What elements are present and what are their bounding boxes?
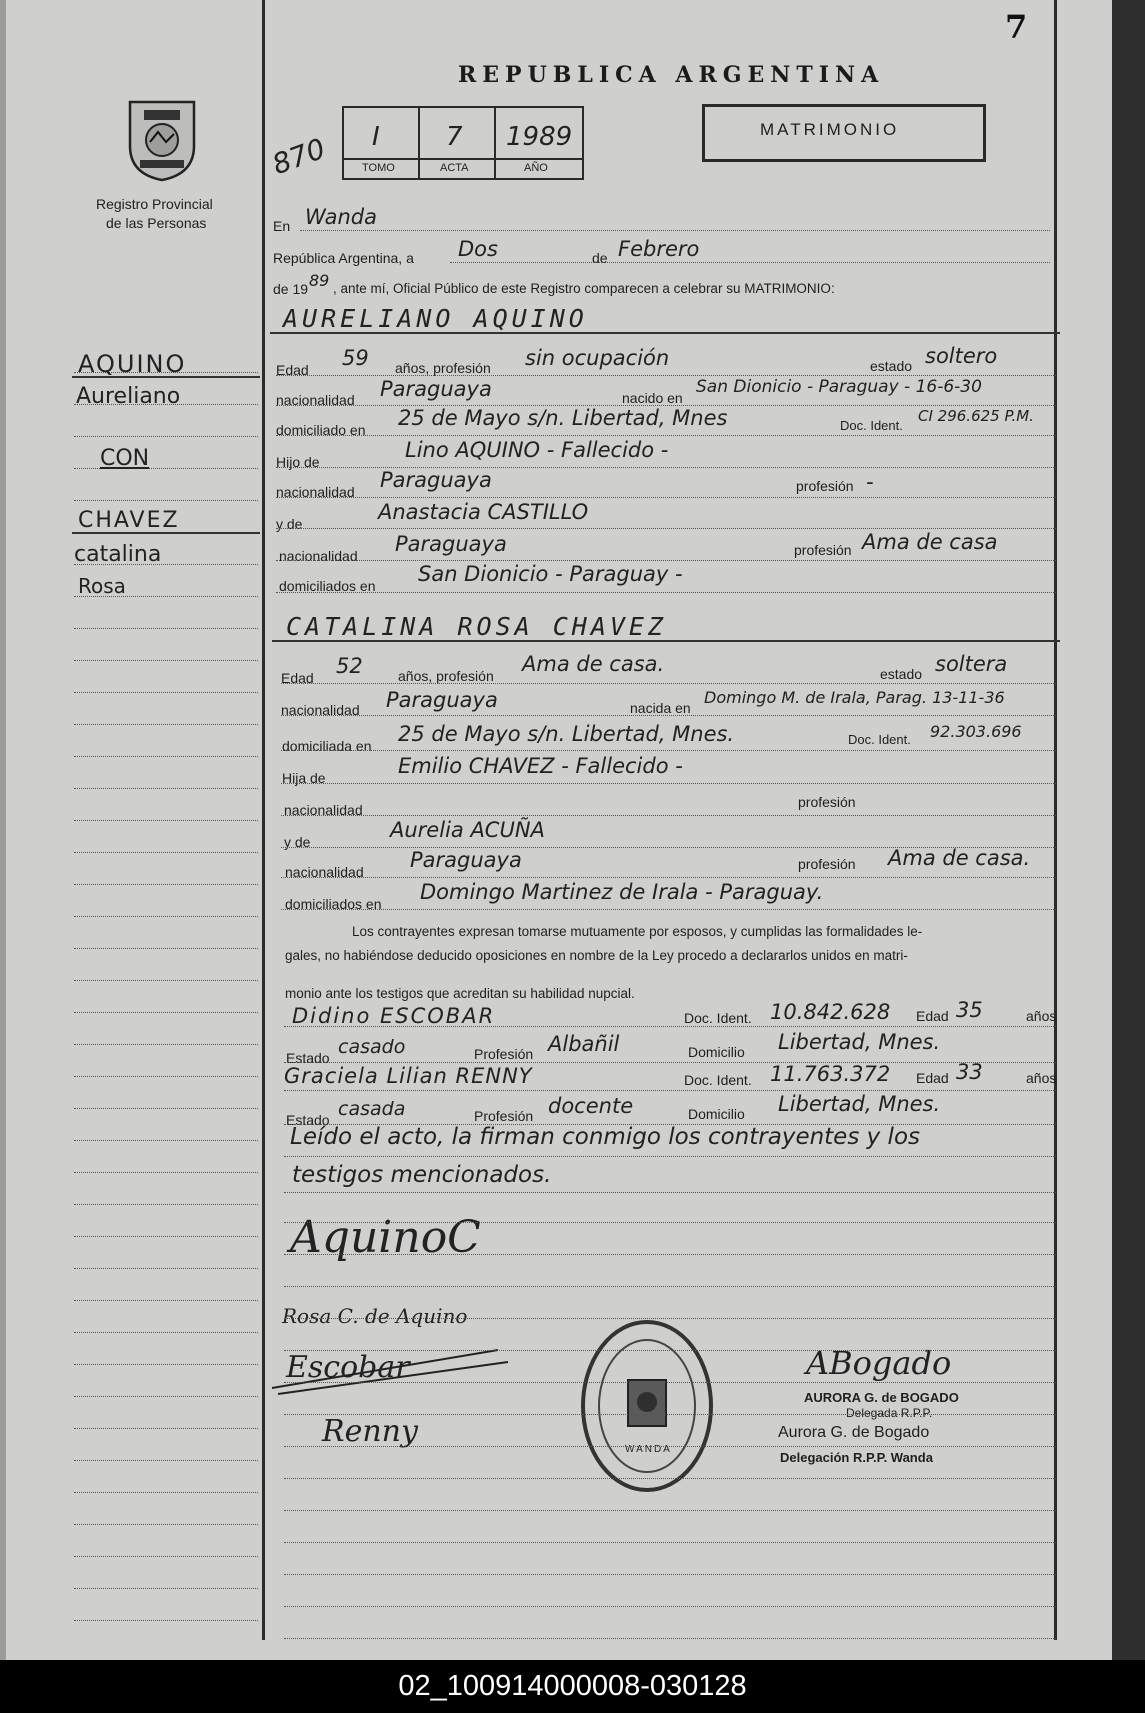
bride-signature: Rosa C. de Aquino — [282, 1304, 468, 1328]
witness2-estado-label: Estado — [286, 1112, 330, 1128]
registry-name-line2: de las Personas — [106, 215, 207, 231]
bride-edad: 52 — [336, 654, 363, 678]
rule — [281, 683, 1056, 684]
bride-nacida-label: nacida en — [630, 700, 691, 716]
sidebar-conjunction: CON — [100, 446, 150, 471]
margin-rule — [74, 1556, 258, 1557]
bride-madre: Aurelia ACUÑA — [390, 818, 545, 842]
en-label: En — [273, 218, 291, 234]
groom-doms-label: domiciliados en — [279, 578, 376, 594]
bride-doc-label: Doc. Ident. — [848, 732, 911, 747]
groom-prof3-label: profesión — [794, 542, 852, 558]
tomo-label: TOMO — [362, 162, 395, 174]
rule — [272, 640, 1060, 642]
official-stamp-line1: AURORA G. de BOGADO — [804, 1390, 959, 1405]
bride-prof2-label: profesión — [798, 794, 856, 810]
margin-rule — [74, 1524, 258, 1525]
margin-rule — [74, 1204, 258, 1205]
margin-rule — [74, 788, 258, 789]
ref-divider-h — [342, 158, 582, 160]
groom-nac-label: nacionalidad — [276, 392, 355, 408]
witness2-estado: casada — [338, 1098, 406, 1120]
rule — [281, 750, 1056, 751]
witness2-signature: Renny — [322, 1414, 418, 1449]
bride-edad-label: Edad — [281, 670, 314, 686]
groom-nacido: San Dionicio - Paraguay - 16-6-30 — [696, 377, 982, 397]
bride-domicilio: 25 de Mayo s/n. Libertad, Mnes. — [398, 722, 735, 746]
witness2-domicilio: Libertad, Mnes. — [778, 1092, 941, 1116]
groom-signature: AquinoC — [290, 1212, 481, 1263]
bride-doms-label: domiciliados en — [285, 896, 382, 912]
bride-nac2-label: nacionalidad — [284, 802, 363, 818]
margin-rule — [74, 1140, 258, 1141]
rule — [276, 435, 1056, 436]
groom-yde-label: y de — [276, 516, 303, 532]
margin-rule — [74, 1332, 258, 1333]
body-rule — [284, 1478, 1056, 1479]
margin-rule — [74, 692, 258, 693]
witness1-profesion: Albañil — [548, 1032, 620, 1056]
margin-rule — [74, 1620, 258, 1621]
rule — [284, 1156, 1056, 1157]
groom-full-name: AURELIANO AQUINO — [283, 304, 588, 333]
groom-estado-label: estado — [870, 358, 913, 374]
bride-nacida: Domingo M. de Irala, Parag. 13-11-36 — [704, 688, 1005, 707]
witness2-name: Graciela Lilian RENNY — [284, 1064, 533, 1088]
registry-emblem — [122, 96, 202, 182]
ano-value: 1989 — [506, 122, 573, 152]
acta-value: 7 — [446, 122, 463, 152]
de-label: de — [592, 250, 608, 266]
country-title: REPUBLICA ARGENTINA — [458, 62, 885, 88]
margin-rule — [74, 1012, 258, 1013]
body-rule — [284, 1574, 1056, 1575]
margin-rule — [74, 1396, 258, 1397]
registry-name-line1: Registro Provincial — [96, 196, 213, 212]
body-rule — [284, 1510, 1056, 1511]
margin-rule — [74, 948, 258, 949]
groom-edad-label: Edad — [276, 362, 309, 378]
body-rule — [284, 1542, 1056, 1543]
official-stamp-line2: Delegada R.P.P. — [846, 1406, 933, 1420]
bride-profesion: Ama de casa. — [522, 652, 665, 676]
witness2-edad-label: Edad — [916, 1070, 949, 1086]
groom-hijo-label: Hijo de — [276, 454, 320, 470]
body-rule — [284, 1414, 1056, 1415]
ref-divider-2 — [494, 106, 496, 178]
body-rule — [284, 1286, 1056, 1287]
margin-rule — [74, 884, 258, 885]
witness2-doc-label: Doc. Ident. — [684, 1072, 752, 1088]
official-stamp-line4: Delegación R.P.P. Wanda — [780, 1450, 933, 1465]
witness2-profesion: docente — [548, 1094, 634, 1118]
left-border-line — [262, 0, 265, 1640]
groom-madre-nac: Paraguaya — [395, 532, 507, 556]
groom-padre-prof: - — [866, 470, 874, 494]
rule — [300, 230, 1050, 231]
witness1-domicilio: Libertad, Mnes. — [778, 1030, 941, 1054]
tomo-value: I — [372, 122, 380, 152]
rule — [276, 560, 1056, 561]
witness1-estado: casado — [338, 1036, 406, 1058]
witness1-edad: 35 — [956, 998, 983, 1022]
margin-rule — [74, 1588, 258, 1589]
bride-nacionalidad: Paraguaya — [386, 688, 498, 712]
margin-rule — [74, 628, 258, 629]
groom-edad: 59 — [342, 346, 369, 370]
margin-rule — [74, 660, 258, 661]
witness1-doc: 10.842.628 — [770, 1000, 891, 1024]
witness1-doc-label: Doc. Ident. — [684, 1010, 752, 1026]
rule — [276, 375, 1056, 376]
right-edge-shadow — [1112, 0, 1145, 1660]
bride-prof3-label: profesión — [798, 856, 856, 872]
groom-madre-prof: Ama de casa — [862, 530, 998, 554]
witness2-edad: 33 — [956, 1060, 983, 1084]
groom-madre: Anastacia CASTILLO — [378, 500, 589, 524]
declaration-line2: gales, no habiéndose deducido oposiciones en nombre de la Ley procedo a declararlos unidos en matri- — [285, 948, 908, 963]
official-seal — [578, 1318, 716, 1494]
witness1-estado-label: Estado — [286, 1050, 330, 1066]
rule — [281, 783, 1056, 784]
body-rule — [284, 1318, 1056, 1319]
margin-rule — [74, 820, 258, 821]
margin-rule — [74, 1268, 258, 1269]
rule — [281, 815, 1056, 816]
rule — [284, 1026, 1056, 1027]
margin-rule — [74, 1044, 258, 1045]
witness1-edad-label: Edad — [916, 1008, 949, 1024]
left-edge-shadow — [0, 0, 6, 1660]
declaration-line1: Los contrayentes expresan tomarse mutuamente por esposos, y cumplidas las formalidades le- — [352, 924, 923, 939]
witness1-dom-label: Domicilio — [688, 1044, 745, 1060]
closing-line2: testigos mencionados. — [292, 1162, 552, 1188]
bride-estado-label: estado — [880, 666, 923, 682]
year-suffix: 89 — [309, 271, 330, 290]
rule — [72, 376, 260, 378]
month: Febrero — [618, 237, 700, 261]
official-stamp-line3: Aurora G. de Bogado — [778, 1424, 930, 1441]
rule — [276, 592, 1056, 593]
witness2-prof-label: Profesión — [474, 1108, 534, 1124]
sidebar-groom-name: Aureliano — [76, 384, 181, 409]
witness2-doc: 11.763.372 — [770, 1062, 891, 1086]
margin-rule — [74, 852, 258, 853]
body-rule — [284, 1606, 1056, 1607]
sidebar-groom-surname: AQUINO — [78, 350, 187, 378]
margin-rule — [74, 436, 258, 437]
margin-rule — [74, 756, 258, 757]
margin-rule — [74, 1460, 258, 1461]
footer-id: 02_100914000008-030128 — [0, 1660, 1145, 1713]
bride-padre: Emilio CHAVEZ - Fallecido - — [398, 754, 683, 778]
groom-estado: soltero — [925, 344, 998, 368]
ref-divider-1 — [418, 106, 420, 178]
rule — [270, 332, 1060, 334]
groom-padres-dom: San Dionicio - Paraguay - — [418, 562, 683, 586]
ante-text: , ante mí, Oficial Público de este Registro comparecen a celebrar su MATRIMONIO: — [333, 281, 835, 296]
bride-padres-dom: Domingo Martinez de Irala - Paraguay. — [420, 880, 824, 904]
bride-nac-label: nacionalidad — [281, 702, 360, 718]
rule — [281, 877, 1056, 878]
body-rule — [284, 1638, 1056, 1639]
groom-padre: Lino AQUINO - Fallecido - — [405, 438, 669, 462]
groom-doc-label: Doc. Ident. — [840, 418, 903, 433]
witness1-anos-label: años — [1026, 1008, 1057, 1024]
margin-rule — [74, 1492, 258, 1493]
sidebar-bride-surname: CHAVEZ — [78, 508, 180, 533]
rule — [281, 909, 1056, 910]
witness2-dom-label: Domicilio — [688, 1106, 745, 1122]
rule — [276, 528, 1056, 529]
groom-padre-nac: Paraguaya — [380, 468, 492, 492]
body-rule — [284, 1446, 1056, 1447]
body-rule — [284, 1350, 1056, 1351]
bride-madre-prof: Ama de casa. — [888, 846, 1031, 870]
witness1-signature: Escobar — [286, 1350, 410, 1385]
ano-label: AÑO — [524, 162, 548, 174]
bride-dom-label: domiciliada en — [282, 738, 372, 754]
groom-nac2-label: nacionalidad — [276, 484, 355, 500]
groom-dom-label: domiciliado en — [276, 422, 366, 438]
bride-doc: 92.303.696 — [930, 722, 1022, 741]
rule — [450, 262, 1050, 263]
witness1-prof-label: Profesión — [474, 1046, 534, 1062]
groom-domicilio: 25 de Mayo s/n. Libertad, Mnes — [398, 406, 728, 430]
bride-yde-label: y de — [284, 834, 311, 850]
right-border-line — [1054, 0, 1057, 1640]
rule — [72, 532, 260, 534]
witness1-name: Didino ESCOBAR — [292, 1004, 496, 1028]
bride-full-name: CATALINA ROSA CHAVEZ — [286, 612, 668, 641]
groom-nacionalidad: Paraguaya — [380, 377, 492, 401]
groom-nacido-label: nacido en — [622, 390, 683, 406]
margin-rule — [74, 1108, 258, 1109]
witness1-signature-stroke — [268, 1340, 518, 1400]
record-type: MATRIMONIO — [760, 120, 900, 139]
margin-rule — [74, 980, 258, 981]
official-signature: ABogado — [806, 1344, 952, 1382]
sidebar-bride-name2: Rosa — [78, 574, 126, 598]
groom-profesion: sin ocupación — [525, 346, 670, 370]
body-rule — [284, 1382, 1056, 1383]
body-rule — [284, 1254, 1056, 1255]
closing-line1: Leído el acto, la firman conmigo los contrayentes y los — [290, 1124, 920, 1150]
margin-rule — [74, 1172, 258, 1173]
rule — [284, 1062, 1056, 1063]
bride-madre-nac: Paraguaya — [410, 848, 522, 872]
republica-label: República Argentina, a — [273, 250, 414, 266]
witness2-anos-label: años — [1026, 1070, 1057, 1086]
bride-nac3-label: nacionalidad — [285, 864, 364, 880]
seal-center-text: WANDA — [625, 1444, 672, 1455]
margin-rule — [74, 1428, 258, 1429]
page-number: 7 — [1005, 8, 1028, 46]
declaration-line3: monio ante los testigos que acreditan su habilidad nupcial. — [285, 986, 635, 1001]
rule — [276, 497, 1056, 498]
rule — [284, 1192, 1056, 1193]
groom-doc: CI 296.625 P.M. — [918, 407, 1034, 425]
bride-anos-label: años, profesión — [398, 668, 494, 684]
day: Dos — [458, 237, 498, 261]
acta-label: ACTA — [440, 162, 469, 174]
margin-rule — [74, 1364, 258, 1365]
margin-rule — [74, 916, 258, 917]
year-prefix: de 19 — [273, 281, 309, 297]
groom-prof2-label: profesión — [796, 478, 854, 494]
margin-rule — [74, 1076, 258, 1077]
groom-nac3-label: nacionalidad — [279, 548, 358, 564]
place: Wanda — [305, 205, 377, 229]
rule — [284, 1090, 1056, 1091]
body-rule — [284, 1222, 1056, 1223]
margin-rule — [74, 1300, 258, 1301]
bride-estado: soltera — [935, 652, 1008, 676]
margin-mark: 870 — [267, 131, 330, 182]
rule — [281, 715, 1056, 716]
margin-rule — [74, 500, 258, 501]
bride-hija-label: Hija de — [282, 770, 326, 786]
sidebar-bride-name1: catalina — [74, 542, 162, 567]
margin-rule — [74, 724, 258, 725]
groom-anos-label: años, profesión — [395, 360, 491, 376]
margin-rule — [74, 1236, 258, 1237]
